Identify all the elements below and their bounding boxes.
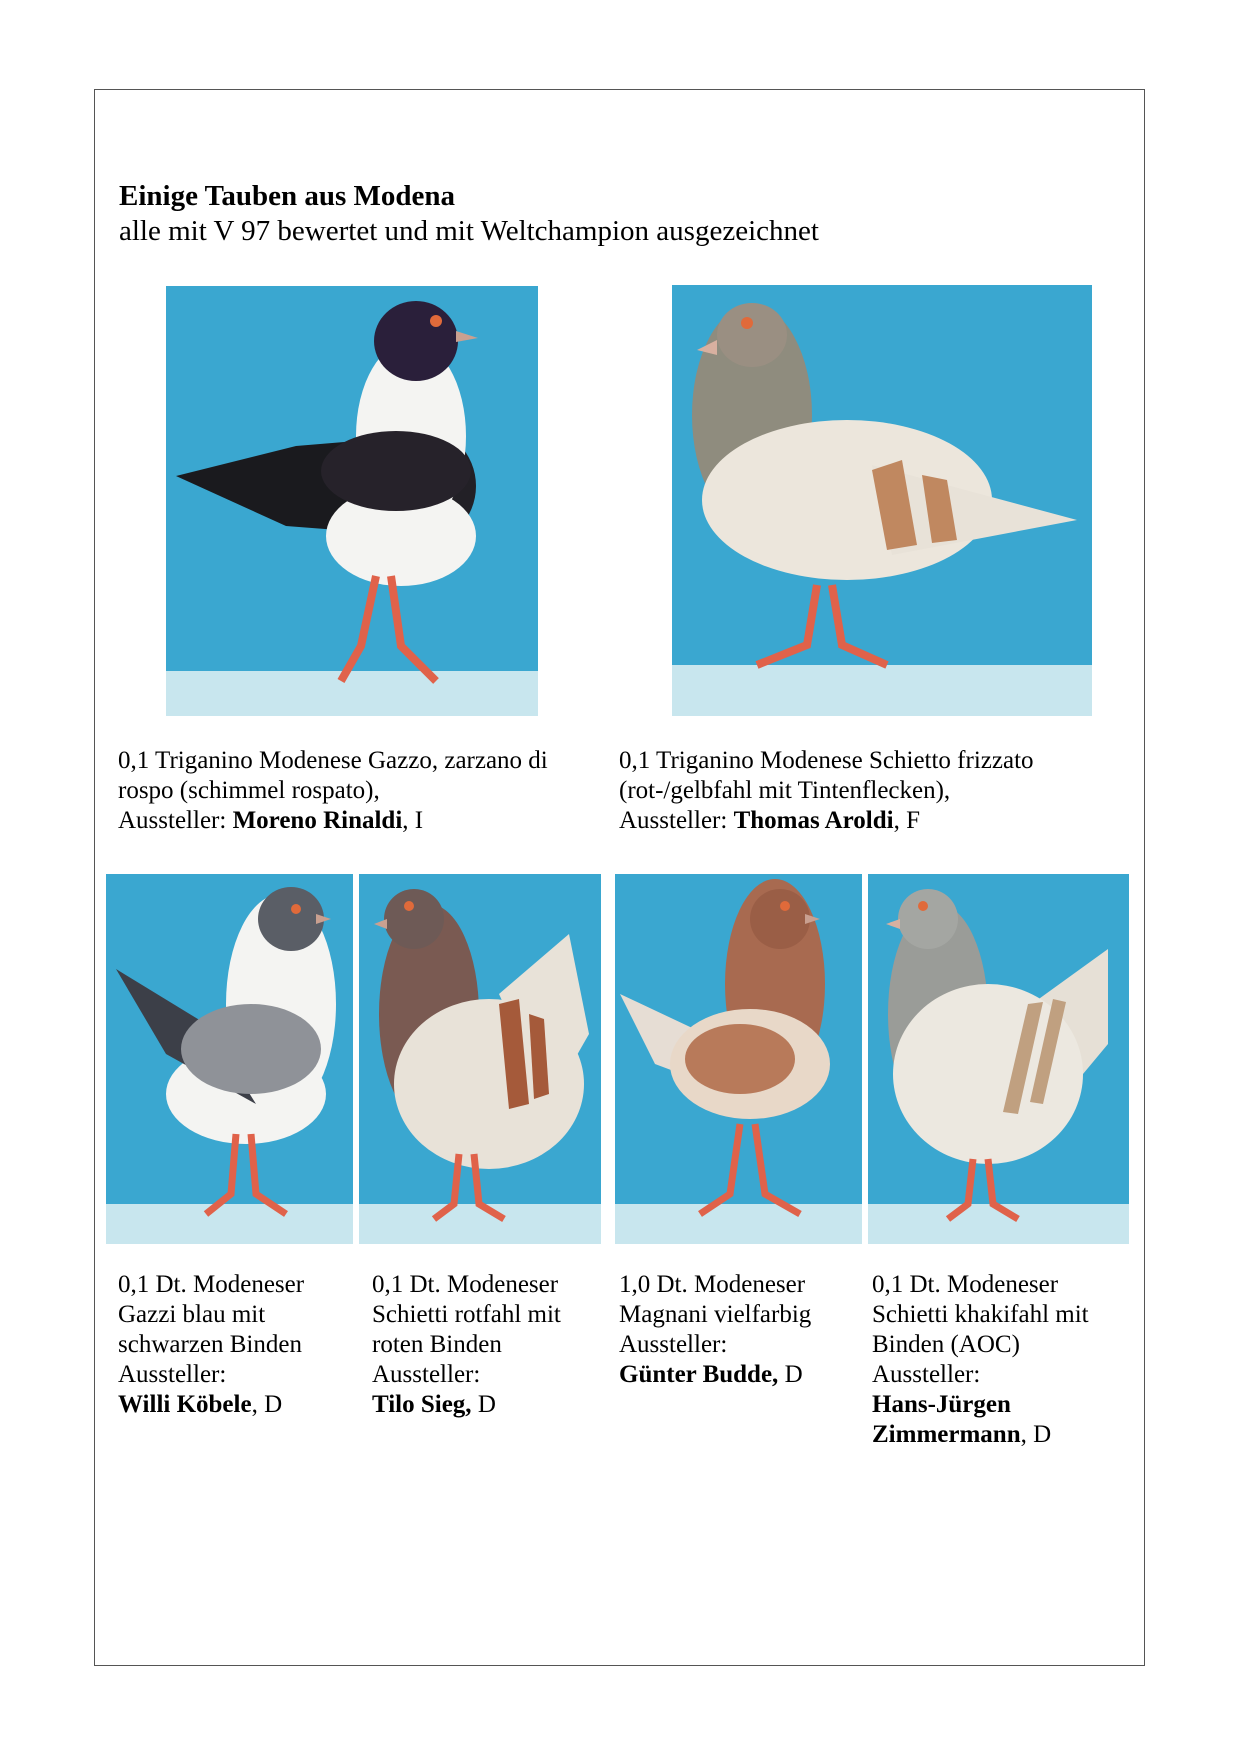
caption-line-2: Schietti khakifahl mit [872, 1301, 1089, 1328]
page-subtitle: alle mit V 97 bewertet und mit Weltchampion ausgezeichnet [119, 215, 819, 247]
caption-line-2: rospo (schimmel rospato), [118, 777, 380, 804]
exhibitor-name: Willi Köbele [118, 1391, 252, 1418]
caption-line-1: 0,1 Triganino Modenese Gazzo, zarzano di [118, 747, 548, 774]
caption-line-3: Binden (AOC) [872, 1331, 1020, 1358]
exhibitor-country: , D [251, 1391, 283, 1418]
bird-photo-4 [359, 874, 601, 1244]
caption-bird-6 [872, 1270, 1132, 1450]
exhibitor-label: Aussteller: [118, 1361, 227, 1388]
exhibitor-label: Aussteller: [372, 1361, 481, 1388]
bird-photo-2 [672, 285, 1092, 716]
caption-exhibitor-name-1 [872, 1390, 1132, 1420]
caption-line-1: 0,1 Dt. Modeneser [372, 1271, 559, 1298]
exhibitor-country: , F [893, 807, 920, 834]
caption-bird-2 [619, 746, 1089, 836]
exhibitor-country: D [471, 1391, 496, 1418]
caption-line-1: 0,1 Triganino Modenese Schietto frizzato [619, 747, 1034, 774]
caption-line-2: Gazzi blau mit [118, 1301, 266, 1328]
exhibitor-country: , I [402, 807, 424, 834]
exhibitor-label: Aussteller: [118, 807, 227, 834]
exhibitor-label: Aussteller: [872, 1361, 981, 1388]
caption-line-1: 1,0 Dt. Modeneser [619, 1271, 806, 1298]
caption-bird-3 [118, 1270, 358, 1420]
exhibitor-country: , D [1020, 1421, 1052, 1448]
caption-exhibitor [372, 1390, 612, 1420]
exhibitor-name: Moreno Rinaldi [232, 807, 403, 834]
exhibitor-label: Aussteller: [619, 807, 728, 834]
caption-exhibitor [619, 1360, 859, 1390]
page-title: Einige Tauben aus Modena [119, 180, 456, 212]
caption-bird-5 [619, 1270, 859, 1390]
caption-exhibitor [872, 1420, 1132, 1450]
bird-photo-1 [166, 286, 538, 716]
caption-exhibitor [118, 1390, 358, 1420]
caption-bird-4 [372, 1270, 612, 1420]
caption-exhibitor [619, 806, 1089, 836]
exhibitor-name: Günter Budde, [619, 1361, 779, 1388]
caption-line-2: Magnani vielfarbig [619, 1301, 812, 1328]
caption-exhibitor [118, 806, 578, 836]
exhibitor-name: Thomas Aroldi [733, 807, 894, 834]
bird-photo-5 [615, 874, 862, 1244]
bird-photo-3 [106, 874, 353, 1244]
exhibitor-country: D [778, 1361, 803, 1388]
exhibitor-name-2: Zimmermann [872, 1421, 1021, 1448]
caption-line-3: schwarzen Binden [118, 1331, 302, 1358]
exhibitor-label: Aussteller: [619, 1331, 728, 1358]
caption-line-1: 0,1 Dt. Modeneser [118, 1271, 305, 1298]
exhibitor-name: Tilo Sieg, [372, 1391, 472, 1418]
caption-bird-1 [118, 746, 578, 836]
caption-line-1: 0,1 Dt. Modeneser [872, 1271, 1059, 1298]
bird-photo-6 [868, 874, 1129, 1244]
caption-line-2: Schietti rotfahl mit [372, 1301, 561, 1328]
exhibitor-name: Hans-Jürgen [872, 1391, 1011, 1418]
caption-line-3: roten Binden [372, 1331, 502, 1358]
caption-line-2: (rot-/gelbfahl mit Tintenflecken), [619, 777, 951, 804]
